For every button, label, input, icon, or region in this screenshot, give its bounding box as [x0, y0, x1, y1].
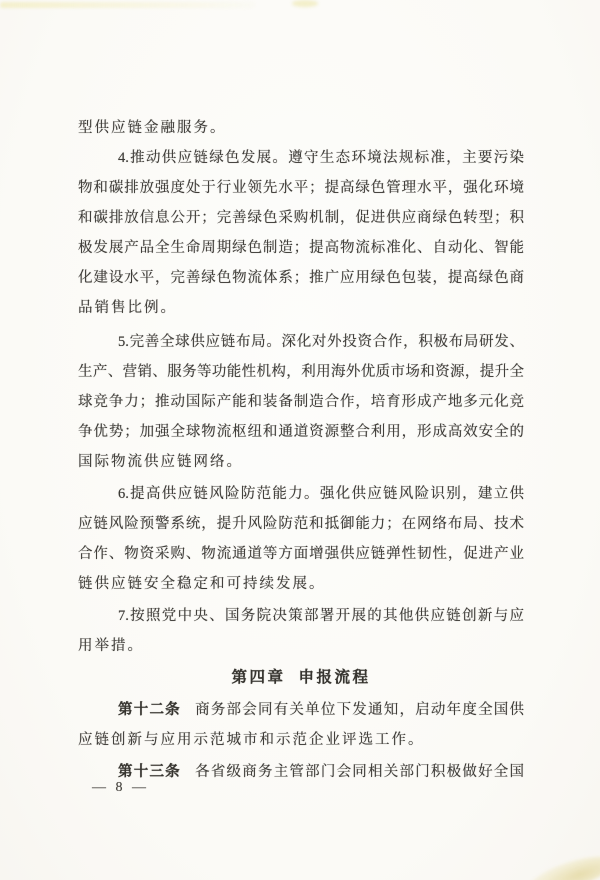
- article-12-line: [78, 695, 524, 725]
- document-line: 链供应链安全稳定和可持续发展。: [78, 576, 326, 592]
- document-line: 合作、物资采购、物流通道等方面增强供应链弹性韧性，促进产业: [78, 546, 524, 562]
- document-line: 7.按照党中央、国务院决策部署开展的其他供应链创新与应: [118, 608, 524, 624]
- document-line: 5.完善全球供应链布局。深化对外投资合作，积极布局研发、: [118, 334, 524, 350]
- document-line: 极发展产品全生命周期绿色制造；提高物流标准化、自动化、智能: [78, 240, 524, 256]
- document-line: 球竞争力；推动国际产能和装备制造合作，培育形成产地多元化竞: [78, 394, 524, 410]
- document-line: 型供应链金融服务。: [78, 120, 227, 136]
- scan-artifact-corner-smudge: [526, 849, 600, 880]
- page-number: — 8 —: [92, 780, 149, 795]
- scan-artifact-top-mark: [292, 0, 318, 7]
- article-13-text: 各省级商务主管部门会同相关部门积极做好全国: [193, 764, 524, 780]
- article-13-label: 第十三条: [118, 764, 181, 780]
- chapter-title: 申报流程: [298, 669, 371, 686]
- document-line: 6.提高供应链风险防范能力。强化供应链风险识别，建立供: [118, 486, 524, 502]
- article-12-label: 第十二条: [118, 702, 181, 718]
- document-line: 品销售比例。: [78, 300, 177, 316]
- document-line: 用举措。: [78, 638, 144, 654]
- article-12-text: 商务部会同有关单位下发通知，启动年度全国供: [193, 702, 524, 718]
- article-12-continuation-line: 应链创新与应用示范城市和示范企业评选工作。: [78, 732, 425, 748]
- scan-artifact-top-streak: [0, 2, 255, 8]
- document-text-block: [78, 113, 524, 787]
- document-line: 和碳排放信息公开；完善绿色采购机制，促进供应商绿色转型；积: [78, 210, 524, 226]
- document-line: 应链风险预警系统，提升风险防范和抵御能力；在网络布局、技术: [78, 516, 524, 532]
- document-line: 物和碳排放强度处于行业领先水平；提高绿色管理水平，强化环境: [78, 180, 524, 196]
- document-line: 争优势；加强全球物流枢纽和通道资源整合利用，形成高效安全的: [78, 424, 524, 440]
- document-line: 生产、营销、服务等功能性机构，利用海外优质市场和资源，提升全: [78, 364, 524, 380]
- chapter-number: 第四章: [231, 669, 286, 686]
- document-line: 化建设水平，完善绿色物流体系；推广应用绿色包装，提高绿色商: [78, 270, 524, 286]
- document-line: 4.推动供应链绿色发展。遵守生态环境法规标准，主要污染: [118, 150, 524, 166]
- document-line: 国际物流供应链网络。: [78, 454, 243, 470]
- chapter-heading: [78, 663, 524, 693]
